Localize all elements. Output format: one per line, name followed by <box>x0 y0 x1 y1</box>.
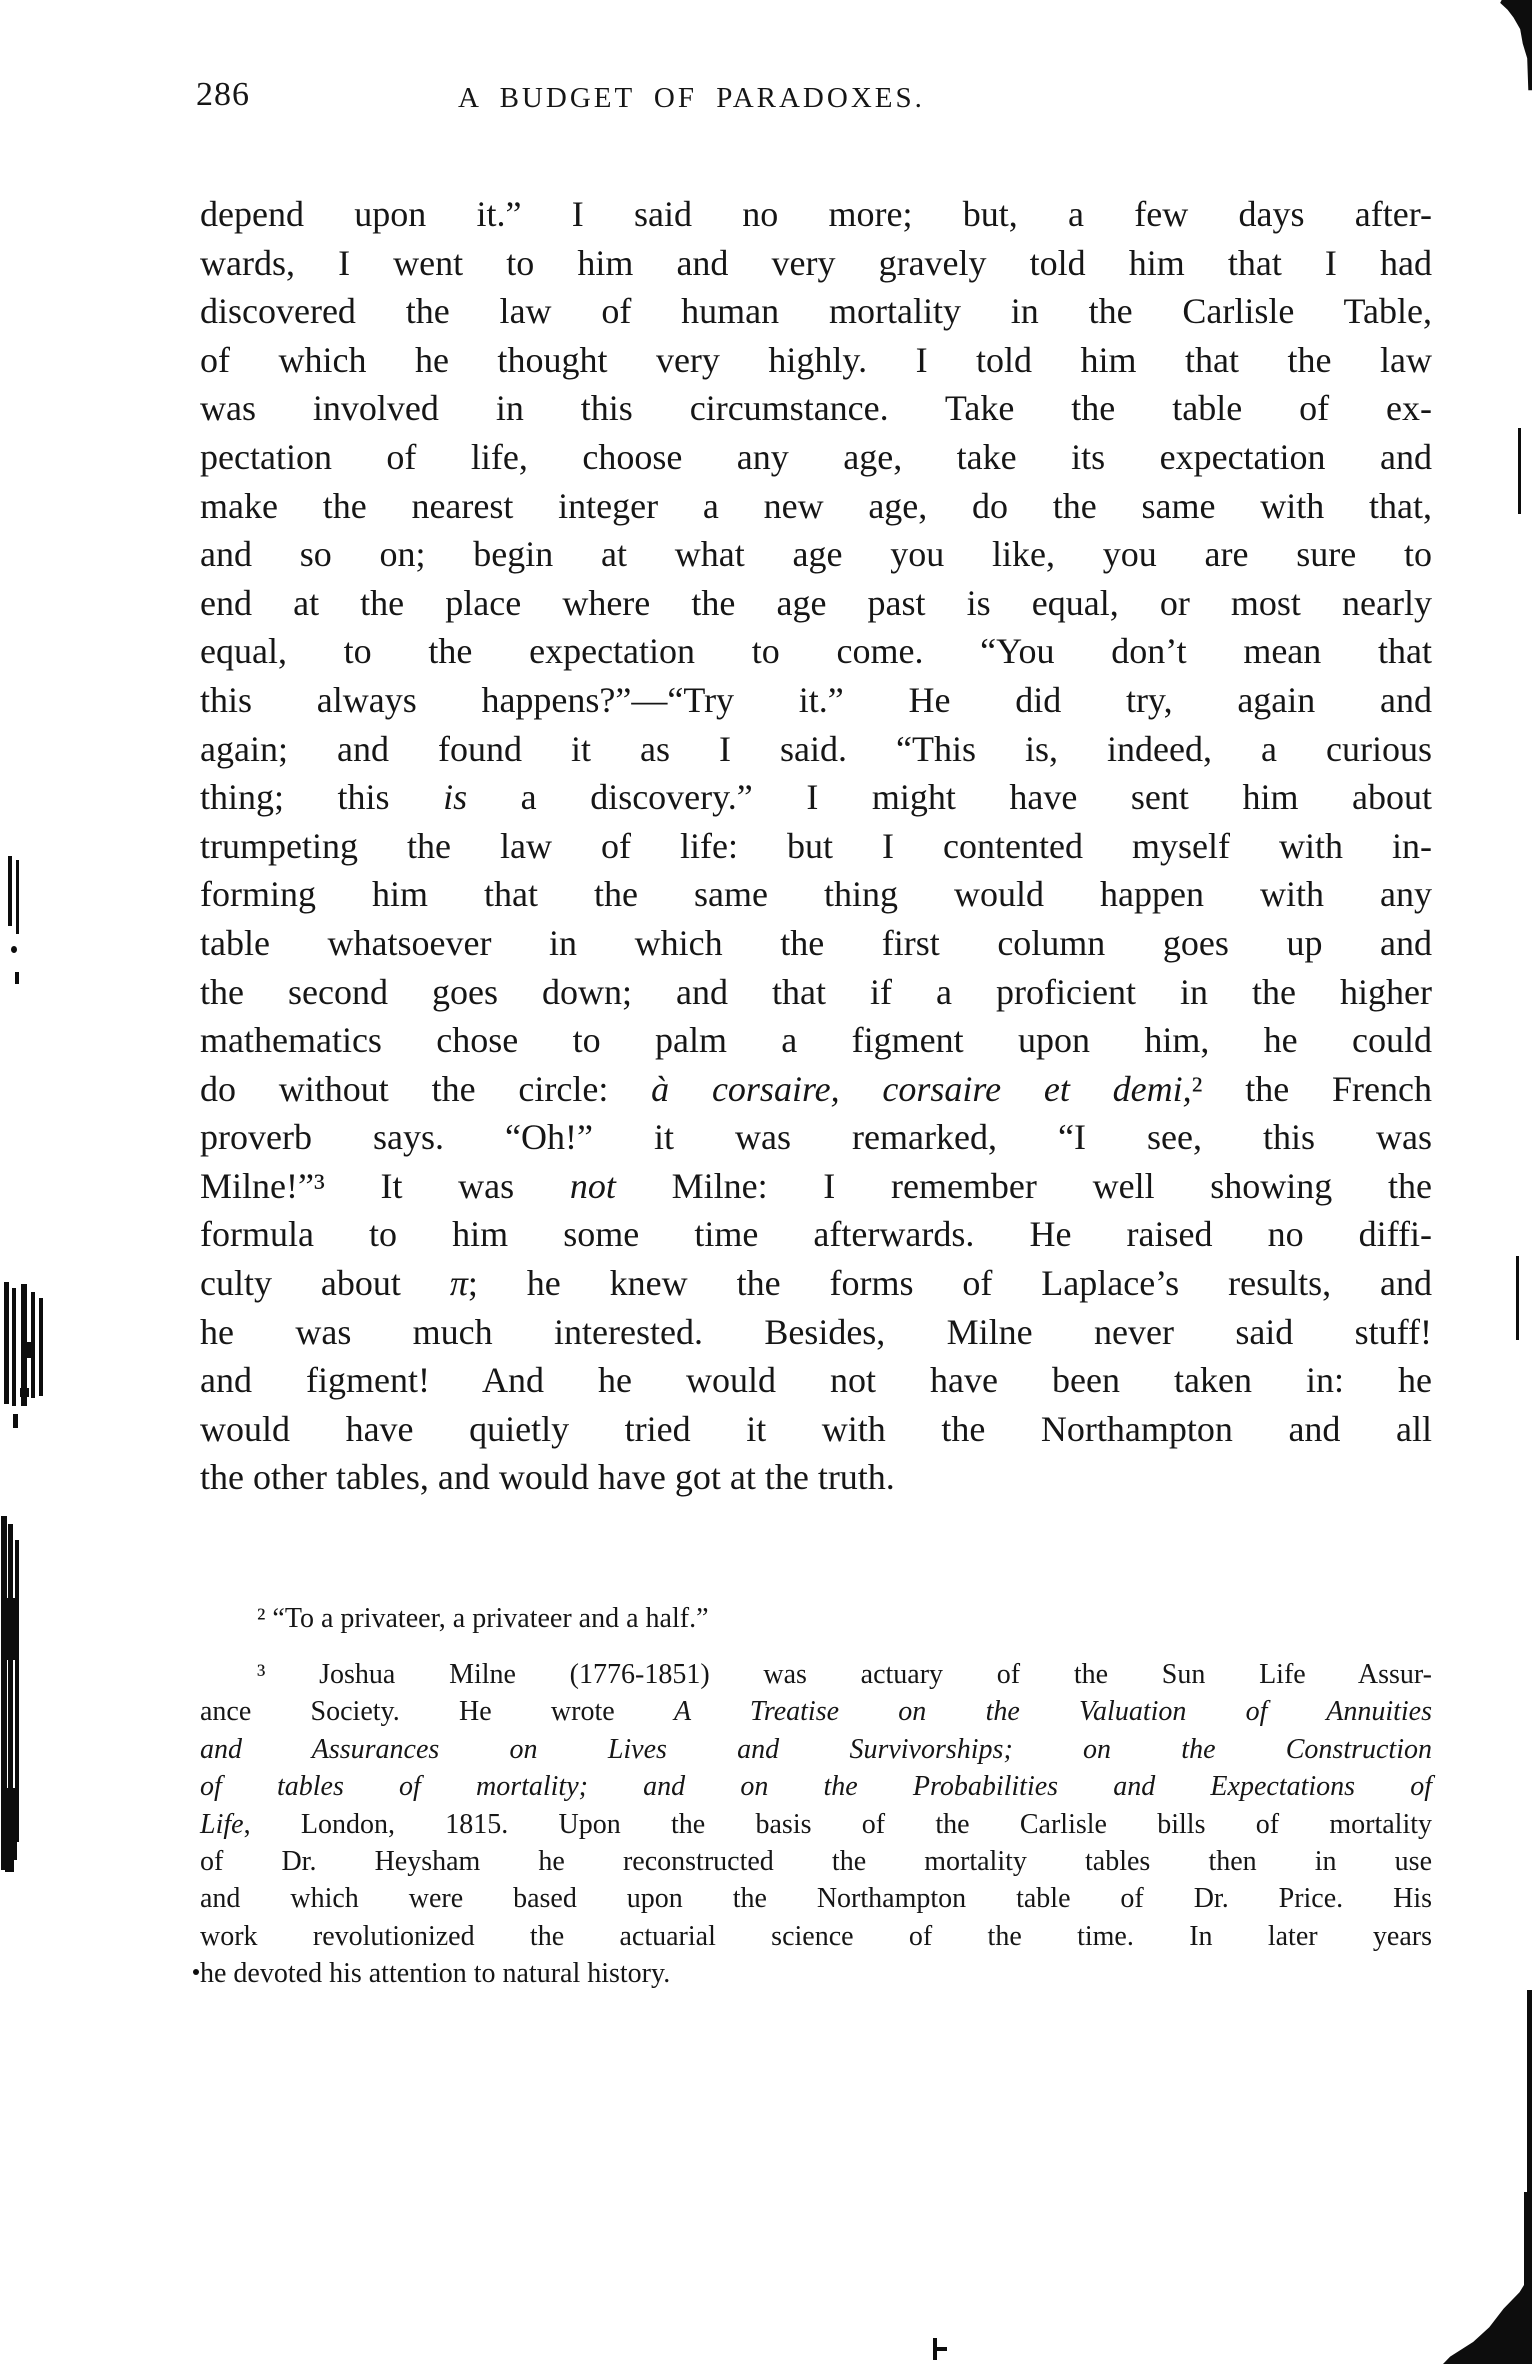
body-text-line: do without the circle: à corsaire, corsaire et demi,² the French <box>200 1068 1432 1109</box>
footnote-2 <box>200 1600 1432 1637</box>
left-margin-smudge <box>12 1288 16 1406</box>
binding-streak <box>2 1598 16 1660</box>
footnote-3-line: of Dr. Heysham he reconstructed the mortality tables then in use <box>200 1846 1432 1878</box>
left-margin-speck <box>13 1414 18 1428</box>
body-text-line: discovered the law of human mortality in the Carlisle Table, <box>200 291 1432 332</box>
body-text-line: end at the place where the age past is equal, or most nearly <box>200 582 1432 623</box>
binding-streak <box>2 1788 17 1860</box>
left-margin-speck <box>15 972 19 984</box>
body-text-line: was involved in this circumstance. Take the table of ex- <box>200 388 1432 429</box>
footnote-3-line: ance Society. He wrote A Treatise on the Valuation of Annuities <box>200 1696 1432 1728</box>
binding-streak <box>5 1856 14 1872</box>
left-margin-smudge <box>39 1298 43 1396</box>
footnote-3-line: Life, London, 1815. Upon the basis of the Carlisle bills of mortality <box>200 1808 1432 1840</box>
body-text-line: again; and found it as I said. “This is, indeed, a curious <box>200 728 1432 769</box>
footnote-3-line: ³ Joshua Milne (1776-1851) was actuary of the Sun Life Assur- <box>257 1659 1432 1690</box>
page-corner-fold <box>1495 0 1532 97</box>
body-text-line: pectation of life, choose any age, take its expectation and <box>200 436 1432 477</box>
body-text-line: equal, to the expectation to come. “You don’t mean that <box>200 631 1432 672</box>
bottom-edge-mark <box>933 2347 947 2351</box>
body-text-line: Milne!”³ It was not Milne: I remember well showing the <box>200 1165 1432 1206</box>
right-edge-strip <box>1527 1990 1532 2195</box>
body-text-line: proverb says. “Oh!” it was remarked, “I see, this was <box>200 1117 1432 1158</box>
body-text-line: this always happens?”—“Try it.” He did try, again and <box>200 679 1432 720</box>
body-text-line: and so on; begin at what age you like, you are sure to <box>200 534 1432 575</box>
body-text-line: of which he thought very highly. I told him that the law <box>200 339 1432 380</box>
body-text-line: the second goes down; and that if a proficient in the higher <box>200 971 1432 1012</box>
footnote-3-line: he devoted his attention to natural history. <box>200 1958 671 1990</box>
body-text-line: forming him that the same thing would happen with any <box>200 874 1432 915</box>
footnote-3-line: work revolutionized the actuarial science of the time. In later years <box>200 1920 1432 1952</box>
body-text-line: thing; this is a discovery.” I might have sent him about <box>200 777 1432 818</box>
left-margin-speck <box>11 946 17 953</box>
left-margin-smudge <box>16 860 19 934</box>
right-margin-dash <box>1516 1256 1519 1340</box>
body-text-line: mathematics chose to palm a figment upon him, he could <box>200 1020 1432 1061</box>
body-text-line: culty about π; he knew the forms of Laplace’s results, and <box>200 1263 1432 1304</box>
footnote-3 <box>200 1656 1432 1993</box>
body-text-line: formula to him some time afterwards. He raised no diffi- <box>200 1214 1432 1255</box>
left-margin-smudge <box>4 1282 9 1404</box>
body-text-line: depend upon it.” I said no more; but, a few days after- <box>200 194 1432 234</box>
body-text-line: the other tables, and would have got at the truth. <box>200 1457 895 1498</box>
footnote-3-line: and Assurances on Lives and Survivorships; on the Construction <box>200 1733 1432 1765</box>
body-text-line: wards, I went to him and very gravely told him that I had <box>200 242 1432 283</box>
bottom-right-shadow <box>1443 2272 1532 2364</box>
left-margin-smudge <box>24 1342 33 1358</box>
running-title: A BUDGET OF PARADOXES. <box>458 82 925 114</box>
left-margin-smudge <box>8 856 12 926</box>
body-text-line: and figment! And he would not have been taken in: he <box>200 1360 1432 1401</box>
body-text-line: would have quietly tried it with the Northampton and all <box>200 1408 1432 1449</box>
footnote-2-line: ² “To a privateer, a privateer and a half.” <box>257 1603 709 1634</box>
body-text <box>200 190 1432 1502</box>
page-number: 286 <box>196 76 250 113</box>
body-text-line: make the nearest integer a new age, do the same with that, <box>200 485 1432 526</box>
footnote-margin-dot <box>193 1969 199 1975</box>
right-margin-dash <box>1518 428 1521 514</box>
body-text-line: table whatsoever in which the first column goes up and <box>200 922 1432 963</box>
footnote-3-line: and which were based upon the Northampton table of Dr. Price. His <box>200 1883 1432 1915</box>
footnote-3-line: of tables of mortality; and on the Probabilities and Expectations of <box>200 1771 1432 1803</box>
body-text-line: trumpeting the law of life: but I contented myself with in- <box>200 825 1432 866</box>
left-margin-speck <box>20 1388 29 1397</box>
body-text-line: he was much interested. Besides, Milne never said stuff! <box>200 1311 1432 1352</box>
